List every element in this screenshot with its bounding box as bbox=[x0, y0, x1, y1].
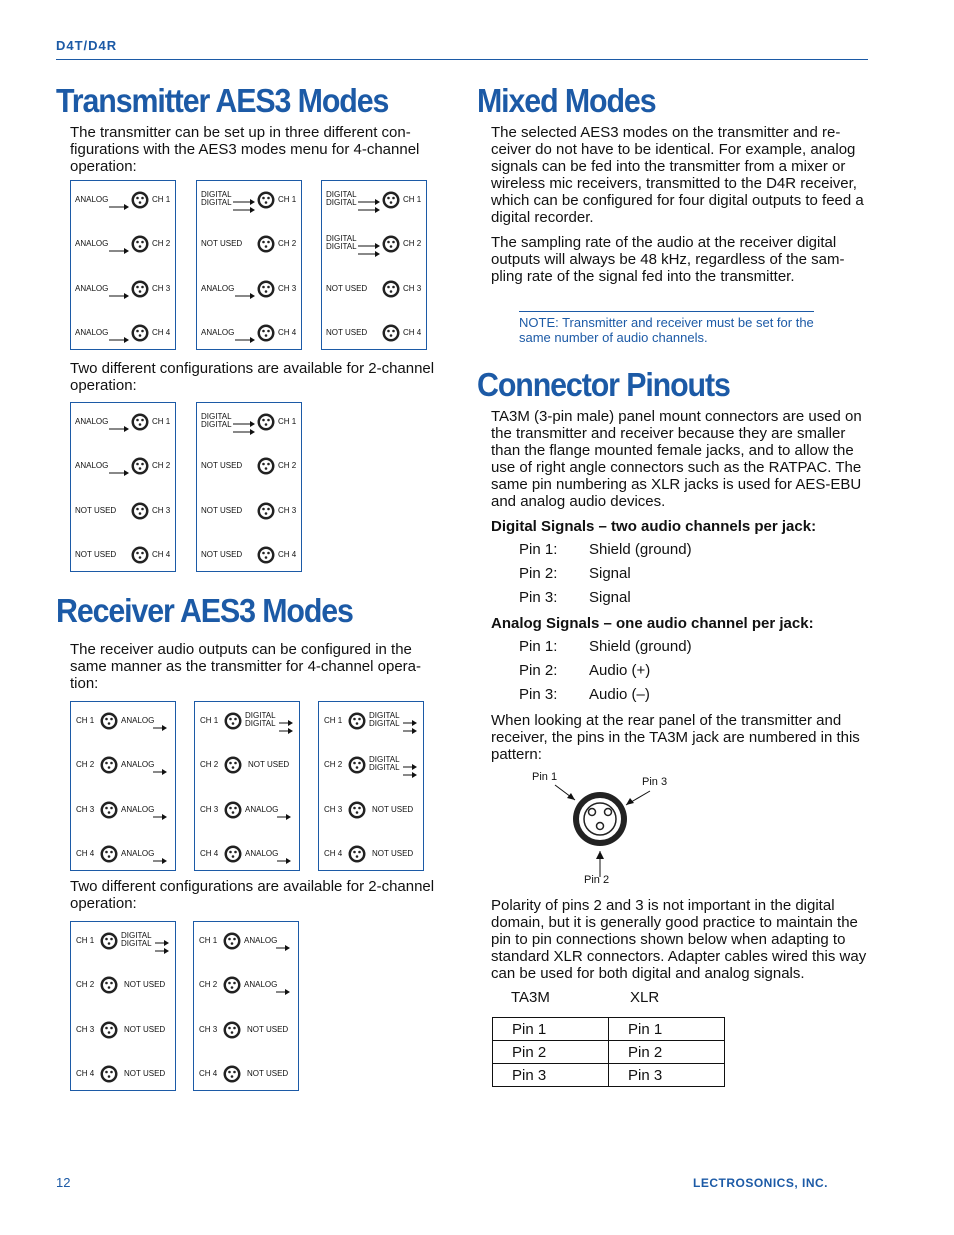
signal-type-label: ANALOG bbox=[244, 936, 278, 945]
channel-label: CH 4 bbox=[403, 328, 422, 337]
channel-label: CH 4 bbox=[76, 849, 95, 858]
xlr-jack-icon bbox=[100, 712, 118, 730]
channel-label: CH 1 bbox=[199, 936, 218, 945]
digital-pin-label: Pin 2: bbox=[519, 565, 558, 582]
channel-label: CH 4 bbox=[76, 1069, 95, 1078]
digital-pin-desc: Signal bbox=[589, 565, 631, 582]
signal-type-label: ANALOG bbox=[75, 417, 109, 426]
channel-label: CH 1 bbox=[76, 716, 95, 725]
pinouts-intro: TA3M (3-pin male) panel mount connectors are used on the transmitter and receiver because they are smaller than the flange mounted female jacks, and to allow the use of right angle connectors such as the RATPAC. The same pin numbering as XLR jacks is used for AES-EBU and analog audio devices. bbox=[491, 408, 862, 510]
table-cell: Pin 3 bbox=[493, 1064, 609, 1087]
signal-type-label: NOT USED bbox=[247, 1069, 289, 1078]
signal-type-label: ANALOG bbox=[121, 805, 155, 814]
xlr-jack-icon bbox=[348, 756, 366, 774]
rear-panel-text: When looking at the rear panel of the transmitter and receiver, the pins in the TA3M jack are numbered in this pattern: bbox=[491, 712, 860, 763]
channel-label: CH 2 bbox=[278, 239, 297, 248]
channel-label: CH 2 bbox=[324, 760, 343, 769]
channel-label: CH 3 bbox=[403, 284, 422, 293]
signal-arrow-icon bbox=[109, 330, 129, 336]
channel-label: CH 3 bbox=[278, 284, 297, 293]
channel-config-box bbox=[193, 921, 299, 1091]
signal-type-label: ANALOG bbox=[121, 760, 155, 769]
transmitter-2ch-text: Two different configurations are available for 2-channel operation: bbox=[70, 360, 435, 394]
digital-pin-desc: Shield (ground) bbox=[589, 541, 692, 558]
channel-label: CH 1 bbox=[403, 195, 422, 204]
channel-label: CH 2 bbox=[152, 461, 171, 470]
signal-type-label: NOT USED bbox=[75, 506, 117, 515]
channel-label: CH 2 bbox=[76, 760, 95, 769]
signal-arrow-icon bbox=[153, 807, 167, 813]
xlr-jack-icon bbox=[100, 932, 118, 950]
channel-label: CH 4 bbox=[152, 328, 171, 337]
channel-config-box bbox=[196, 402, 302, 572]
xlr-jack-icon bbox=[131, 413, 149, 431]
channel-label: CH 4 bbox=[199, 1069, 218, 1078]
signal-type-label: NOT USED bbox=[124, 1069, 166, 1078]
analog-pin-desc: Audio (+) bbox=[589, 662, 651, 679]
xlr-jack-icon bbox=[223, 976, 241, 994]
xlr-jack-icon bbox=[257, 191, 275, 209]
signal-arrow-icon bbox=[279, 713, 293, 719]
receiver-2ch-text: Two different configurations are available for 2-channel operation: bbox=[70, 878, 435, 912]
xlr-jack-icon bbox=[257, 546, 275, 564]
channel-label: CH 1 bbox=[200, 716, 219, 725]
company-name: LECTROSONICS, INC. bbox=[693, 1176, 829, 1190]
signal-arrow-icon bbox=[153, 851, 167, 857]
signal-type-label: DIGITAL bbox=[201, 198, 232, 207]
signal-arrow-icon bbox=[155, 933, 169, 939]
signal-type-label: NOT USED bbox=[201, 550, 243, 559]
transmitter-intro: The transmitter can be set up in three different con-figurations with the AES3 modes menu for 4-channel operation: bbox=[70, 124, 420, 175]
channel-config-box bbox=[70, 180, 176, 350]
pin3-icon bbox=[605, 809, 612, 816]
signal-type-label: ANALOG bbox=[75, 328, 109, 337]
xlr-jack-icon bbox=[224, 756, 242, 774]
signal-arrow-icon bbox=[276, 938, 290, 944]
signal-type-label: NOT USED bbox=[124, 980, 166, 989]
signal-type-label: DIGITAL bbox=[369, 755, 400, 764]
xlr-jack-icon bbox=[223, 932, 241, 950]
pin2-icon bbox=[597, 823, 604, 830]
signal-type-label: DIGITAL bbox=[201, 412, 232, 421]
channel-label: CH 4 bbox=[200, 849, 219, 858]
channel-label: CH 2 bbox=[199, 980, 218, 989]
analog-pin-label: Pin 3: bbox=[519, 686, 558, 703]
signal-arrow-icon bbox=[109, 286, 129, 292]
xlr-jack-icon bbox=[224, 712, 242, 730]
signal-type-label: NOT USED bbox=[124, 1025, 166, 1034]
table-cell: Pin 1 bbox=[493, 1018, 609, 1041]
channel-label: CH 4 bbox=[152, 550, 171, 559]
signal-type-label: ANALOG bbox=[201, 284, 235, 293]
channel-label: CH 3 bbox=[152, 284, 171, 293]
channel-config-box bbox=[318, 701, 424, 871]
signal-type-label: DIGITAL bbox=[326, 234, 357, 243]
polarity-text: Polarity of pins 2 and 3 is not important in the digital domain, but it is generally good practice to maintain the pin to pin connections shown below when adapting to standard XLR connectors. Adapter cables wired this way can be used for both digital and analog signals. bbox=[491, 897, 867, 982]
receiver-title: Receiver AES3 Modes bbox=[56, 592, 353, 629]
pin1-icon bbox=[589, 809, 596, 816]
channel-label: CH 3 bbox=[76, 805, 95, 814]
xlr-jack-icon bbox=[257, 413, 275, 431]
xlr-jack-icon bbox=[382, 324, 400, 342]
xlr-jack-icon bbox=[131, 502, 149, 520]
signal-type-label: DIGITAL bbox=[326, 198, 357, 207]
signal-type-label: DIGITAL bbox=[369, 711, 400, 720]
xlr-jack-icon bbox=[131, 191, 149, 209]
signal-arrow-icon bbox=[276, 982, 290, 988]
signal-type-label: DIGITAL bbox=[201, 420, 232, 429]
xlr-jack-icon bbox=[100, 756, 118, 774]
signal-type-label: DIGITAL bbox=[201, 190, 232, 199]
channel-config-box bbox=[194, 701, 300, 871]
analog-pin-label: Pin 1: bbox=[519, 638, 558, 655]
signal-type-label: DIGITAL bbox=[121, 939, 152, 948]
signal-arrow-icon bbox=[155, 941, 169, 947]
channel-label: CH 4 bbox=[278, 550, 297, 559]
signal-arrow-icon bbox=[233, 414, 255, 420]
mixed-p2: The sampling rate of the audio at the receiver digital outputs will always be 48 kHz, regardless of the sam-pling rate of the signal fed into the transmitter. bbox=[491, 234, 845, 285]
xlr-jack-icon bbox=[348, 712, 366, 730]
signal-arrow-icon bbox=[358, 236, 380, 242]
signal-arrow-icon bbox=[277, 807, 291, 813]
signal-type-label: DIGITAL bbox=[369, 763, 400, 772]
signal-arrow-icon bbox=[109, 419, 129, 425]
channel-config-box bbox=[70, 921, 176, 1091]
signal-arrow-icon bbox=[279, 721, 293, 727]
signal-arrow-icon bbox=[109, 463, 129, 469]
analog-pin-desc: Audio (–) bbox=[589, 686, 650, 703]
pin3-label: Pin 3 bbox=[642, 776, 668, 788]
signal-type-label: NOT USED bbox=[372, 849, 414, 858]
signal-arrow-icon bbox=[233, 200, 255, 206]
channel-config-box bbox=[70, 402, 176, 572]
signal-type-label: NOT USED bbox=[201, 506, 243, 515]
transmitter-title: Transmitter AES3 Modes bbox=[56, 82, 389, 119]
channel-config-box bbox=[321, 180, 427, 350]
signal-type-label: ANALOG bbox=[121, 716, 155, 725]
channel-label: CH 1 bbox=[278, 195, 297, 204]
signal-type-label: NOT USED bbox=[326, 328, 368, 337]
table-cell: Pin 2 bbox=[609, 1041, 725, 1064]
signal-type-label: NOT USED bbox=[248, 760, 290, 769]
channel-label: CH 2 bbox=[200, 760, 219, 769]
xlr-jack-icon bbox=[131, 324, 149, 342]
signal-arrow-icon bbox=[233, 192, 255, 198]
signal-arrow-icon bbox=[358, 192, 380, 198]
signal-arrow-icon bbox=[233, 422, 255, 428]
signal-arrow-icon bbox=[109, 241, 129, 247]
channel-label: CH 3 bbox=[76, 1025, 95, 1034]
table-row bbox=[493, 1041, 725, 1064]
mixed-title: Mixed Modes bbox=[477, 82, 656, 119]
xlr-jack-icon bbox=[100, 1065, 118, 1083]
note-text: NOTE: Transmitter and receiver must be set for the same number of audio channels. bbox=[519, 315, 814, 345]
pin2-label: Pin 2 bbox=[584, 874, 610, 886]
signal-arrow-icon bbox=[109, 197, 129, 203]
xlr-jack-icon bbox=[100, 1021, 118, 1039]
xlr-jack-icon bbox=[131, 280, 149, 298]
xlr-jack-icon bbox=[382, 235, 400, 253]
signal-type-label: DIGITAL bbox=[326, 190, 357, 199]
signal-arrow-icon bbox=[358, 200, 380, 206]
channel-label: CH 1 bbox=[278, 417, 297, 426]
xlr-jack-icon bbox=[257, 457, 275, 475]
analog-pin-desc: Shield (ground) bbox=[589, 638, 692, 655]
channel-label: CH 1 bbox=[76, 936, 95, 945]
channel-label: CH 1 bbox=[152, 417, 171, 426]
xlr-jack-icon bbox=[223, 1021, 241, 1039]
page-number: 12 bbox=[56, 1175, 71, 1190]
signal-type-label: ANALOG bbox=[75, 284, 109, 293]
channel-label: CH 2 bbox=[152, 239, 171, 248]
signal-type-label: NOT USED bbox=[247, 1025, 289, 1034]
xlr-jack-icon bbox=[224, 801, 242, 819]
signal-type-label: ANALOG bbox=[75, 461, 109, 470]
channel-label: CH 2 bbox=[278, 461, 297, 470]
signal-type-label: ANALOG bbox=[244, 980, 278, 989]
channel-label: CH 2 bbox=[403, 239, 422, 248]
signal-type-label: NOT USED bbox=[201, 239, 243, 248]
signal-type-label: NOT USED bbox=[326, 284, 368, 293]
signal-arrow-icon bbox=[403, 757, 417, 763]
signal-arrow-icon bbox=[153, 718, 167, 724]
channel-label: CH 3 bbox=[278, 506, 297, 515]
header-model: D4T/D4R bbox=[56, 38, 118, 53]
xlr-jack-icon bbox=[100, 845, 118, 863]
signal-arrow-icon bbox=[235, 330, 255, 336]
channel-label: CH 3 bbox=[200, 805, 219, 814]
table-header-xlr: XLR bbox=[630, 989, 660, 1006]
signal-arrow-icon bbox=[277, 851, 291, 857]
signal-type-label: ANALOG bbox=[121, 849, 155, 858]
channel-label: CH 3 bbox=[324, 805, 343, 814]
table-cell: Pin 1 bbox=[609, 1018, 725, 1041]
analog-heading: Analog Signals – one audio channel per jack: bbox=[491, 615, 814, 632]
xlr-jack-icon bbox=[131, 546, 149, 564]
digital-pin-desc: Signal bbox=[589, 589, 631, 606]
xlr-jack-icon bbox=[223, 1065, 241, 1083]
table-row bbox=[493, 1064, 725, 1087]
signal-arrow-icon bbox=[235, 286, 255, 292]
signal-arrow-icon bbox=[358, 244, 380, 250]
signal-type-label: NOT USED bbox=[372, 805, 414, 814]
signal-type-label: NOT USED bbox=[201, 461, 243, 470]
pinouts-title: Connector Pinouts bbox=[477, 366, 730, 403]
xlr-jack-icon bbox=[257, 235, 275, 253]
xlr-jack-icon bbox=[382, 191, 400, 209]
note-rule bbox=[519, 311, 814, 312]
xlr-jack-icon bbox=[257, 502, 275, 520]
table-cell: Pin 2 bbox=[493, 1041, 609, 1064]
xlr-jack-icon bbox=[131, 235, 149, 253]
signal-type-label: ANALOG bbox=[75, 239, 109, 248]
channel-label: CH 4 bbox=[324, 849, 343, 858]
table-header-ta3m: TA3M bbox=[511, 989, 550, 1006]
channel-label: CH 1 bbox=[152, 195, 171, 204]
xlr-jack-icon bbox=[348, 845, 366, 863]
xlr-jack-icon bbox=[382, 280, 400, 298]
channel-label: CH 4 bbox=[278, 328, 297, 337]
xlr-jack-icon bbox=[348, 801, 366, 819]
xlr-jack-icon bbox=[257, 280, 275, 298]
channel-label: CH 3 bbox=[152, 506, 171, 515]
pin1-label: Pin 1 bbox=[532, 771, 558, 783]
signal-type-label: DIGITAL bbox=[369, 719, 400, 728]
signal-arrow-icon bbox=[403, 721, 417, 727]
analog-pin-label: Pin 2: bbox=[519, 662, 558, 679]
signal-type-label: ANALOG bbox=[245, 805, 279, 814]
signal-type-label: DIGITAL bbox=[326, 242, 357, 251]
signal-type-label: DIGITAL bbox=[121, 931, 152, 940]
xlr-jack-icon bbox=[100, 801, 118, 819]
table-cell: Pin 3 bbox=[609, 1064, 725, 1087]
digital-heading: Digital Signals – two audio channels per jack: bbox=[491, 518, 817, 535]
xlr-jack-icon bbox=[100, 976, 118, 994]
digital-pin-label: Pin 1: bbox=[519, 541, 558, 558]
signal-arrow-icon bbox=[403, 765, 417, 771]
channel-label: CH 3 bbox=[199, 1025, 218, 1034]
header-rule bbox=[56, 59, 868, 60]
signal-arrow-icon bbox=[403, 713, 417, 719]
pin-mapping-table bbox=[492, 1017, 725, 1087]
signal-type-label: DIGITAL bbox=[245, 719, 276, 728]
signal-type-label: NOT USED bbox=[75, 550, 117, 559]
mixed-p1: The selected AES3 modes on the transmitter and re-ceiver do not have to be identical. For example, analog signals can be fed into the transmitter from a mixer or wireless mic receivers, transmitted to the D4R receiver, which can be configured for four digital outputs to feed a digital recorder. bbox=[491, 124, 864, 226]
xlr-jack-icon bbox=[131, 457, 149, 475]
xlr-jack-icon bbox=[224, 845, 242, 863]
signal-type-label: ANALOG bbox=[75, 195, 109, 204]
signal-type-label: DIGITAL bbox=[245, 711, 276, 720]
channel-config-box bbox=[196, 180, 302, 350]
signal-arrow-icon bbox=[153, 762, 167, 768]
channel-label: CH 1 bbox=[324, 716, 343, 725]
channel-config-box bbox=[70, 701, 176, 871]
signal-type-label: ANALOG bbox=[201, 328, 235, 337]
digital-pin-label: Pin 3: bbox=[519, 589, 558, 606]
receiver-intro: The receiver audio outputs can be configured in the same manner as the transmitter for 4-channel opera-tion: bbox=[70, 641, 421, 692]
xlr-jack-icon bbox=[257, 324, 275, 342]
channel-label: CH 2 bbox=[76, 980, 95, 989]
signal-type-label: ANALOG bbox=[245, 849, 279, 858]
table-row bbox=[493, 1018, 725, 1041]
